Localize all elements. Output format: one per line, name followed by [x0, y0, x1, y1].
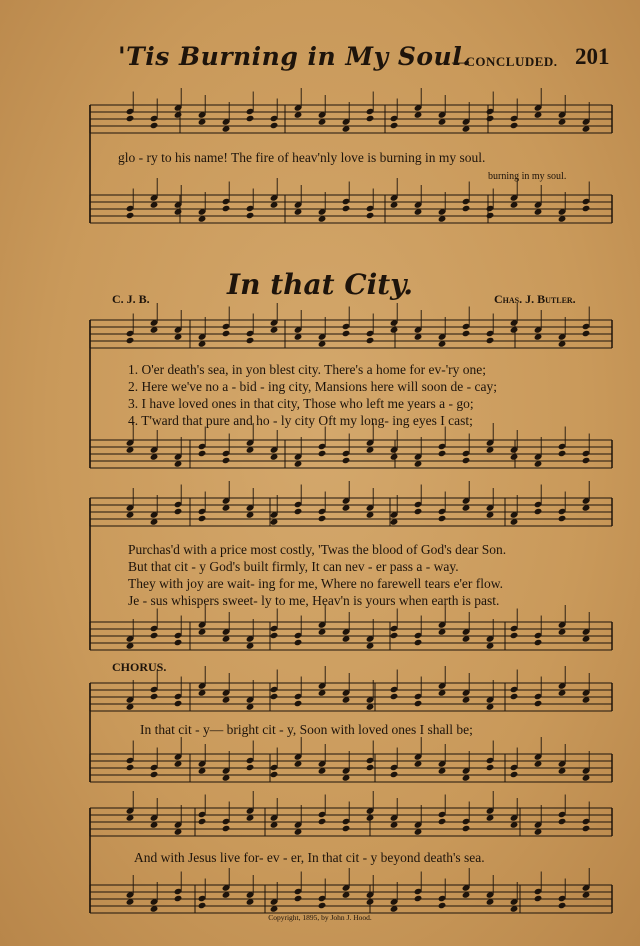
verse-3-line-b: They with joy are wait- ing for me, Where no farewell tears e'er flow.	[128, 576, 504, 591]
first-song-small-lyric: burning in my soul.	[488, 171, 567, 182]
song-title: In that City.	[227, 268, 413, 301]
composer-credit: Chas. J. Butler.	[494, 292, 576, 306]
verse-2-line-b: But that cit - y God's built firmly, It can nev - er pass a - way.	[128, 559, 459, 574]
verse-4-line-a: 4. T'ward that pure and ho - ly city Oft my long- ing eyes I cast;	[128, 413, 473, 428]
verse-1-line-b: Purchas'd with a price most costly, 'Twas the blood of God's dear Son.	[128, 542, 507, 557]
first-song-lyric: glo - ry to his name! The fire of heav'nly love is burning in my soul.	[118, 150, 486, 165]
chorus-label: CHORUS.	[112, 660, 167, 674]
verse-3-line-a: 3. I have loved ones in that city, Those who left me years a - go;	[128, 396, 474, 411]
verse-1-line-a: 1. O'er death's sea, in yon blest city. There's a home for ev-'ry one;	[128, 362, 486, 377]
chorus-line-1: In that cit - y— bright cit - y, Soon with loved ones I shall be;	[140, 722, 473, 737]
verse-2-line-a: 2. Here we've no a - bid - ing city, Mansions here will soon de - cay;	[128, 379, 497, 394]
chorus-line-2: And with Jesus live for- ev - er, In that cit - y beyond death's sea.	[134, 850, 485, 865]
author-initials: C. J. B.	[112, 292, 150, 306]
header-concluded-label: —CONCLUDED.	[452, 54, 558, 69]
page-number: 201	[575, 44, 610, 69]
verse-4-line-b: Je - sus whispers sweet- ly to me, Heav'n is yours when earth is past.	[128, 593, 500, 608]
copyright-notice: Copyright, 1895, by John J. Hood.	[268, 913, 372, 922]
header-song-title: 'Tis Burning in My Soul.	[118, 42, 472, 71]
